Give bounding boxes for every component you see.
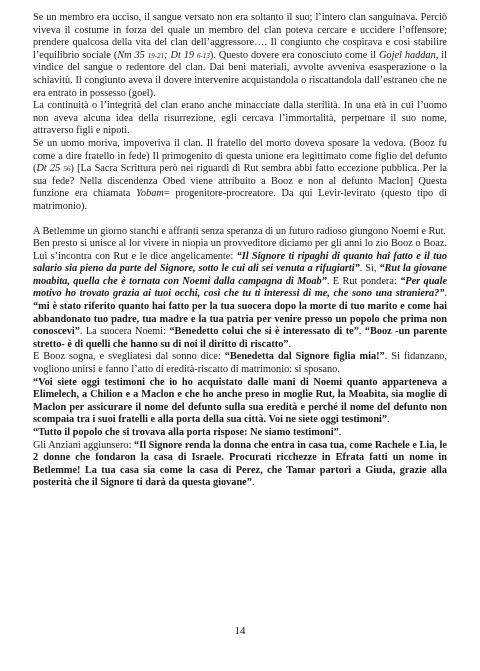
paragraph <box>33 440 447 490</box>
verse-reference: 6-13 <box>197 51 210 60</box>
quoted-text: “Booz -un parente stretto- è di quelli che hanno su di noi il diritto di riscatto” <box>33 326 447 350</box>
quoted-text: “Il Signore ti ripaghi di quanto hai fatto e il tuo salario sia pieno da parte del Signore, sotto le cui ali sei venuta a rifugiarti” <box>33 250 447 275</box>
text-run: . La suocera Noemi: <box>79 326 170 338</box>
text-run: ; <box>164 49 171 61</box>
text-run: . <box>338 427 342 438</box>
quoted-text: “Per quale motivo ho trovato grazia ai tuoi occhi, così che tu ti interessi di me, che sono una straniera?” <box>33 275 448 300</box>
text-run: Dt 19 <box>170 49 198 61</box>
paragraph <box>33 138 447 214</box>
text-run: Gli Anziani aggiunsero: <box>33 439 135 451</box>
text-run: . Sì, <box>359 263 380 275</box>
text-run: . E Rut pondera: <box>326 275 401 287</box>
paragraph <box>33 377 447 427</box>
text-run: Nm 35 <box>117 49 148 61</box>
text-run: Dt 25 <box>36 163 64 175</box>
text-run: Se un membro era ucciso, il sangue versato non era soltanto il suo; l’intero clan sanguinava. Perciò viveva il costume in forza del quale un membro del clan poteva cercare e uccidere l’offensore; prendere qualcosa della vita del clan dell’aggressore…. Il congiunto che cospirava e così stabilire l’equilibrio sociale ( <box>33 12 447 61</box>
body-text <box>33 12 447 490</box>
text-run: Gojel haddan, <box>379 49 439 61</box>
paragraph <box>33 351 447 376</box>
text-run: Se un uomo moriva, impoveriva il clan. Il fratello del morto doveva sposare la vedova. (Booz fu come a dire fratello in fede) Il primogenito di questa unione era legittimato come figlio del defunto ( <box>33 137 447 175</box>
paragraph-spacer <box>33 214 447 226</box>
paragraph <box>33 100 447 138</box>
quoted-text: “Il Signore renda la donna che entra in casa tua, come Rachele e Lia, le 2 donne che fondaron la casa di Israele. Procurati ricchezze in Efrata fatti un nome in Betlemme! La tua casa sia come la casa di Perez, che Tamar partorì a Giuda, grazie alla posterità che il Signore ti darà da questa giovane” <box>33 439 447 489</box>
quoted-text: “Benedetta dal Signore figlia mia!” <box>224 351 385 363</box>
text-run: E Booz sogna, e svegliatesi dal sonno dice: <box>33 351 225 363</box>
page-number: 14 <box>234 625 246 637</box>
quoted-text: “Rut la giovane moabita, quella che è tornata con Noemi dalla campagna di Moab” <box>33 263 447 287</box>
text-run: Yobam <box>136 188 164 200</box>
text-run: ). Questo dovere era conosciuto come il <box>209 49 379 61</box>
text-run: A Betlemme un giorno stanchi e affranti senza speranza di un futuro radioso giungono Noemi e Rut. <box>33 225 447 237</box>
text-run: = progenitore-procreatore. Da qui Levir-levirato (questo tipo di matrimonio). <box>33 188 447 212</box>
text-run: . Si fidanzano, vogliono unirsi e fanno l’atto di eredità-riscatto di matrimonio: si sposano. <box>33 351 447 376</box>
quoted-text: “Benedetto colui che si è interessato di te” <box>169 326 359 338</box>
text-run: . <box>444 288 447 300</box>
text-run: . <box>288 338 292 350</box>
quoted-text: “Tutto il popolo che si trovava alla porta rispose: Ne siamo testimoni” <box>33 427 339 438</box>
quoted-text: “mi è stato riferito quanto hai fatto per la tua suocera dopo la morte di tuo marito e come hai abbandonato tuo padre, tua madre e la tua patria per venire presso un popolo che prima non conoscevi” <box>33 301 447 338</box>
verse-reference: 19-21 <box>147 51 165 60</box>
text-run: il vindice del sangue o redentore del clan. Dai beni materiali, avvolte avveniva esasperazione o la schiavitù. Il congiunto aveva il dovere intervenire acquistandola o riscattandola dall’estraneo che ne era entrato in possesso (goel). <box>33 49 447 99</box>
text-run: . <box>387 414 390 426</box>
paragraph <box>33 226 447 239</box>
paragraph <box>33 238 447 351</box>
text-run: . <box>251 477 255 489</box>
paragraph <box>33 12 447 100</box>
text-run: . <box>358 326 365 338</box>
text-run: La continuità o l’integrità del clan erano anche minacciate dalla sterilità. In una età in cui l’uomo non aveva alcuna idea della risurrezione, egli cercava l’immortalità, perpetuare il suo nome, attraverso figli e nipoti. <box>33 100 447 137</box>
quoted-text: “Voi siete oggi testimoni che io ho acquistato dalle mani di Noemi quanto apparteneva a Elimelech, a Chilion e a Maclon e che ho anche preso in moglie Rut, la Moabita, sia moglie di Maclon per assicurare il nome del defunto sulla sua eredità e perché il nome del defunto non scompaia tra i suoi fratelli e alla porta della sua città. Voi ne siete oggi testimoni” <box>33 376 447 426</box>
paragraph <box>33 427 447 440</box>
verse-reference: 56 <box>63 165 71 174</box>
text-run: ) [La Sacra Scrittura però nei riguardi di Rut sembra abbi fatto eccezione pubblica. Per la sua fede? Nella discendenza Obed viene attribuito a Booz e non al defunto Maclon] Questa funzione era chiamata <box>33 163 448 200</box>
text-run: Ben presto si unisce al lor vivere in niopia un provveditore diciamo per gli anni lo zio Booz o Boaz. Lui s’incontra con Rut e le dice angelicamente: <box>33 238 447 262</box>
